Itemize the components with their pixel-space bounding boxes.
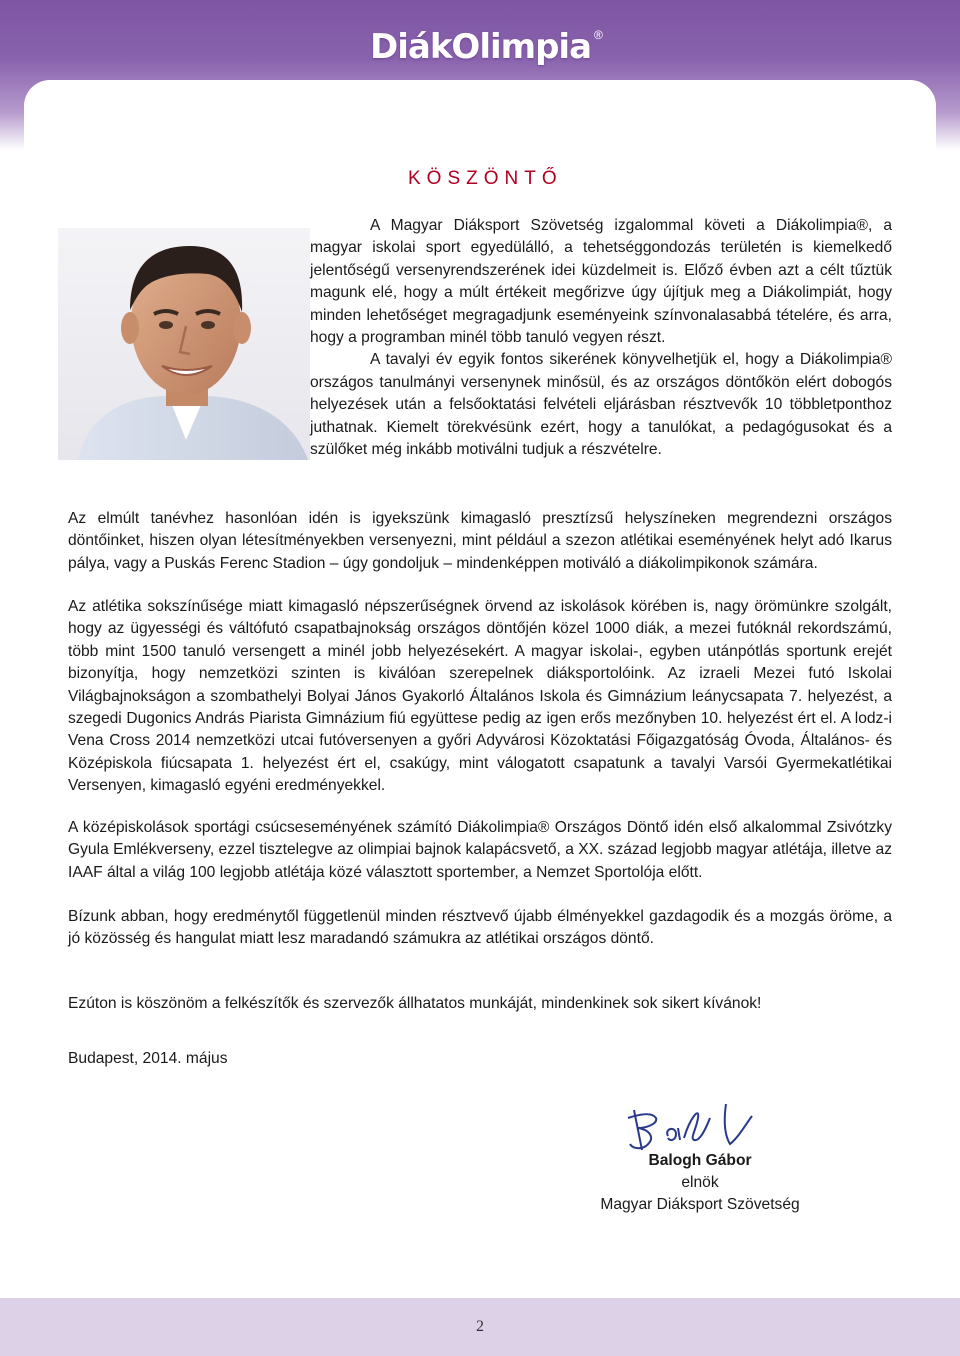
intro-paragraph-1: A Magyar Diáksport Szövetség izgalommal követi a Diákolimpia®, a magyar iskolai sport egyedülálló, a tehetséggondozás területén is kiemelkedő jelentőségű versenyrendszerének idei küzdelmeit is. Előző évben azt a célt tűztük magunk elé, hogy a múlt értékeit megőrizve úgy újítjuk meg a Diákolimpiát, hogy minden lehetőséget megragadjunk eseményeink színvonalasabbá tételére, és arra, hogy a programban minél több tanuló vegyen részt. xyxy=(310,217,892,347)
logo-registered-mark: ® xyxy=(594,28,603,42)
signatory-organization: Magyar Diáksport Szövetség xyxy=(600,1196,800,1213)
signatory-role: elnök xyxy=(681,1174,719,1191)
photo-float-spacer xyxy=(58,215,310,458)
handwritten-signature xyxy=(620,1088,770,1158)
intro-paragraph-2: A tavalyi év egyik fontos sikerének könyvelhetjük el, hogy a Diákolimpia® országos tanulmányi versenynek minősül, és az országos döntőkön elért dobogós helyezések után a felsőoktatási felvételi eljárásban résztvevők 10 többletponthoz juthatnak. Kiemelt törekvésünk ezért, hogy a tanulókat, a pedagógusokat és a szülőket még inkább motiválni tudjuk a részvételre. xyxy=(310,351,892,459)
paragraph-venues: Az elmúlt tanévhez hasonlóan idén is igyekszünk kimagasló presztízsű helyszíneken megrendezni országos döntőinket, hiszen olyan létesítményekben versenyezni, mint például a szezon atlétikai eseményének helyt adó Ikarus pálya, vagy a Puskás Ferenc Stadion – úgy gondoljuk – mindenképpen motiváló a diákolimpikonok számára. xyxy=(68,510,892,572)
page-number: 2 xyxy=(476,1318,484,1335)
paragraph-athletics: Az atlétika sokszínűsége miatt kimagasló népszerűségnek örvend az iskolások körében is, nagy örömünkre szolgált, hogy az ügyességi és váltófutó csapatbajnokság országos döntőjén közel 1000 diák, a mezei futóknál rekordszámú, több mint 1500 tanuló versengett a minél jobb helyezésekért. A magyar iskolai-, egyben utánpótlás sportunk erejét bizonyítja, hogy nemzetközi szinten is kiválóan szerepelnek diáksportolóink. Az izraeli Mezei futó Iskolai Világbajnokságon a szombathelyi Bolyai János Gyakorló Általános Iskola és Gimnázium leánycsapata 7. helyezést, a szegedi Dugonics András Piarista Gimnázium fiú együttese pedig az igen erős mezőnyben 10. helyezést ért el. A lodz-i Vena Cross 2014 nemzetközi utcai futóversenyen a győri Adyvárosi Közoktatási Főigazgatóság Óvoda, Általános- és Középiskola fiúcsapata 1. helyezést ért el, csakúgy, mint válogatott csapatunk a tavalyi Varsói Gyermekatlétikai Versenyen, kimagasló egyéni eredményekkel. xyxy=(68,598,892,795)
paragraph-memorial: A középiskolások sportági csúcseseményének számító Diákolimpia® Országos Döntő idén első alkalommal Zsivótzky Gyula Emlékverseny, ezzel tisztelegve az olimpiai bajnok kalapácsvető, a XX. század legjobb magyar atlétája, illetve az IAAF által a világ 100 legjobb atlétája közé választott sportember, a Nemzet Sportolója előtt. xyxy=(68,819,892,881)
logo-text: DiákOlimpia xyxy=(370,27,592,67)
diakolimpia-logo xyxy=(370,22,603,72)
paragraph-confidence: Bízunk abban, hogy eredménytől függetlenül minden résztvevő újabb élményekkel gazdagodik és a mozgás öröme, a jó közösség és hangulat miatt lesz maradandó számukra az atlétikai országos döntő. xyxy=(68,908,892,948)
signatory-name: Balogh Gábor xyxy=(648,1152,752,1169)
intro-section xyxy=(68,215,892,461)
paragraph-thanks: Ezúton is köszönöm a felkészítők és szervezők állhatatos munkáját, mindenkinek sok sikert kívánok! xyxy=(68,995,762,1012)
page-title: KÖSZÖNTŐ xyxy=(408,168,563,189)
place-and-date: Budapest, 2014. május xyxy=(68,1050,228,1067)
